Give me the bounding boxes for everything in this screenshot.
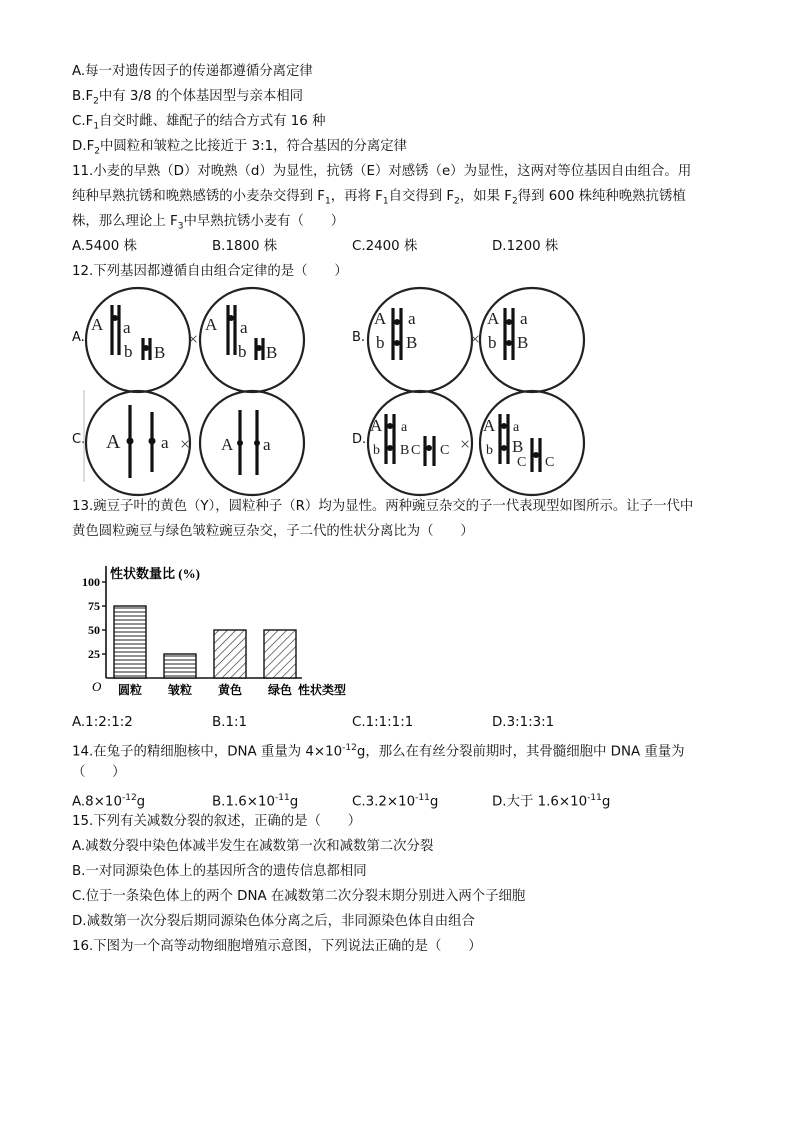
y-tick-label: 100	[82, 575, 100, 589]
bar-2	[214, 630, 246, 678]
q13-option-a: A.1:2:1:2	[72, 715, 133, 730]
gene-c-label: C	[411, 443, 421, 458]
gene-a-label: a	[161, 433, 169, 452]
gene-a-label: A	[106, 431, 121, 453]
gene-c-label: C	[440, 443, 450, 458]
category-label: 黄色	[217, 683, 243, 697]
q12-label-a: A.	[72, 330, 85, 345]
q13-stem-line1: 13.豌豆子叶的黄色（Y），圆粒种子（R）均为显性。两种豌豆杂交的子一代表现型如图所示。让子一代中	[72, 499, 694, 514]
gene-a-label: A	[91, 315, 104, 334]
gene-b-label: B	[154, 343, 166, 362]
gene-a-label: A	[483, 416, 496, 435]
cross-sign: ×	[180, 434, 191, 454]
q11-stem-line1: 11.小麦的早熟（D）对晚熟（d）为显性，抗锈（E）对感锈（e）为显性，这两对等位基因自由组合。用	[72, 164, 692, 179]
category-label: 圆粒	[117, 683, 143, 697]
q12-label-d: D.	[352, 432, 367, 447]
y-tick-label: 75	[88, 599, 100, 613]
bar-3	[264, 630, 296, 678]
q15-option-d: D.减数第一次分裂后期同源染色体分离之后，非同源染色体自由组合	[72, 914, 475, 929]
cell-a-right	[200, 288, 304, 392]
category-label: 绿色	[267, 683, 293, 697]
gene-c-label: C	[545, 455, 555, 470]
cell-c-right	[200, 391, 304, 495]
q11-stem-line2: 纯种早熟抗锈和晚熟感锈的小麦杂交得到 $F_1$，再将 $F_1$自交得到 $F_2$，如果 $F_2$得到 600 株纯种晚熟抗锈植	[72, 189, 686, 207]
gene-b-label: B	[400, 443, 410, 458]
gene-a-label: a	[123, 318, 131, 337]
chart-ylabel: 性状数量比 (%)	[110, 566, 200, 581]
y-tick-label: 25	[88, 647, 100, 661]
q14-options	[72, 788, 712, 812]
q13-stem-line2: 黄色圆粒豌豆与绿色皱粒豌豆杂交，子二代的性状分离比为（ ）	[72, 524, 474, 539]
q11-option-d: D.1200 株	[492, 239, 559, 254]
q13-options	[72, 713, 712, 733]
gene-a-label: A	[370, 416, 383, 435]
q11-option-b: B.1800 株	[212, 239, 278, 254]
gene-a-label: a	[513, 420, 520, 435]
gene-a-label: A	[374, 309, 387, 328]
q13-option-b: B.1:1	[212, 715, 247, 730]
gene-b-label: b	[373, 443, 380, 458]
q12-stem: 12.下列基因都遵循自由组合定律的是（ ）	[72, 264, 348, 279]
bar-chart	[70, 558, 370, 703]
cross-sign: ×	[470, 329, 481, 349]
gene-a-label: a	[263, 435, 271, 454]
gene-b-label: b	[376, 333, 385, 352]
q15-option-b: B.一对同源染色体上的基因所含的遗传信息都相同	[72, 864, 367, 879]
q14-option-b: $B.1.6\times 10^{-11}g$	[212, 793, 299, 810]
q12-label-c: C.	[72, 432, 86, 447]
q11-option-c: C.2400 株	[352, 239, 418, 254]
gene-a-label: A	[221, 435, 234, 454]
q12-cell-diagrams	[0, 0, 794, 500]
gene-a-label: a	[408, 309, 416, 328]
gene-b-label: B	[406, 333, 418, 352]
q13-option-c: C.1:1:1:1	[352, 715, 414, 730]
q15-stem: 15.下列有关减数分裂的叙述，正确的是（ ）	[72, 814, 362, 829]
cell-c-left	[86, 391, 190, 495]
bar-1	[164, 654, 196, 678]
gene-a-label: A	[487, 309, 500, 328]
cross-sign: ×	[188, 329, 199, 349]
gene-a-label: a	[401, 420, 408, 435]
q16-stem: 16.下图为一个高等动物细胞增殖示意图，下列说法正确的是（ ）	[72, 939, 482, 954]
gene-b-label: B	[517, 333, 529, 352]
q14-stem-line2: （ ）	[72, 765, 126, 780]
gene-a-label: A	[205, 315, 218, 334]
q14-option-a: $A.8\times 10^{-12}g$	[72, 793, 146, 810]
gene-b-label: b	[488, 333, 497, 352]
q12-label-b: B.	[352, 330, 366, 345]
chart-xlabel: 性状类型	[298, 683, 347, 697]
gene-b-label: b	[486, 443, 493, 458]
q15-option-a: A.减数分裂中染色体减半发生在减数第一次和减数第二次分裂	[72, 839, 434, 854]
bar-0	[114, 606, 146, 678]
gene-c-label: C	[517, 455, 527, 470]
q13-option-d: D.3:1:3:1	[492, 715, 555, 730]
q14-option-c: $C.3.2\times 10^{-11}g$	[352, 793, 439, 810]
gene-a-label: a	[240, 318, 248, 337]
q14-option-d: D.大于 $1.6\times 10^{-11}g$	[492, 793, 611, 810]
q10-option-c: $C.F_1$自交时雌、雄配子的结合方式有 16 种	[72, 114, 326, 132]
chart-origin: O	[92, 679, 102, 694]
gene-b-label: b	[238, 342, 247, 361]
cell-a-left	[86, 288, 190, 392]
q10-option-b: $B.F_2$中有 3/8 的个体基因型与亲本相同	[72, 89, 304, 107]
q14-stem-line1: 14.在兔子的精细胞核中，DNA 重量为 $4\times 10^{-12}g$，那么在有丝分裂前期时，其骨髓细胞中 DNA 重量为	[72, 743, 685, 760]
category-label: 皱粒	[167, 683, 193, 697]
gene-a-label: a	[520, 309, 528, 328]
q10-option-d: $D.F_2$中圆粒和皱粒之比接近于 3:1，符合基因的分离定律	[72, 139, 408, 157]
q11-option-a: A.5400 株	[72, 239, 137, 254]
gene-b-label: B	[512, 437, 524, 456]
y-tick-label: 50	[88, 623, 100, 637]
gene-b-label: B	[266, 343, 278, 362]
cross-sign: ×	[460, 434, 471, 454]
q15-option-c: C.位于一条染色体上的两个 DNA 在减数第二次分裂末期分别进入两个子细胞	[72, 889, 526, 904]
q11-stem-line3: 株，那么理论上 $F_3$中早熟抗锈小麦有（ ）	[72, 214, 345, 232]
gene-b-label: b	[124, 342, 133, 361]
q10-option-a: A.每一对遗传因子的传递都遵循分离定律	[72, 64, 313, 79]
